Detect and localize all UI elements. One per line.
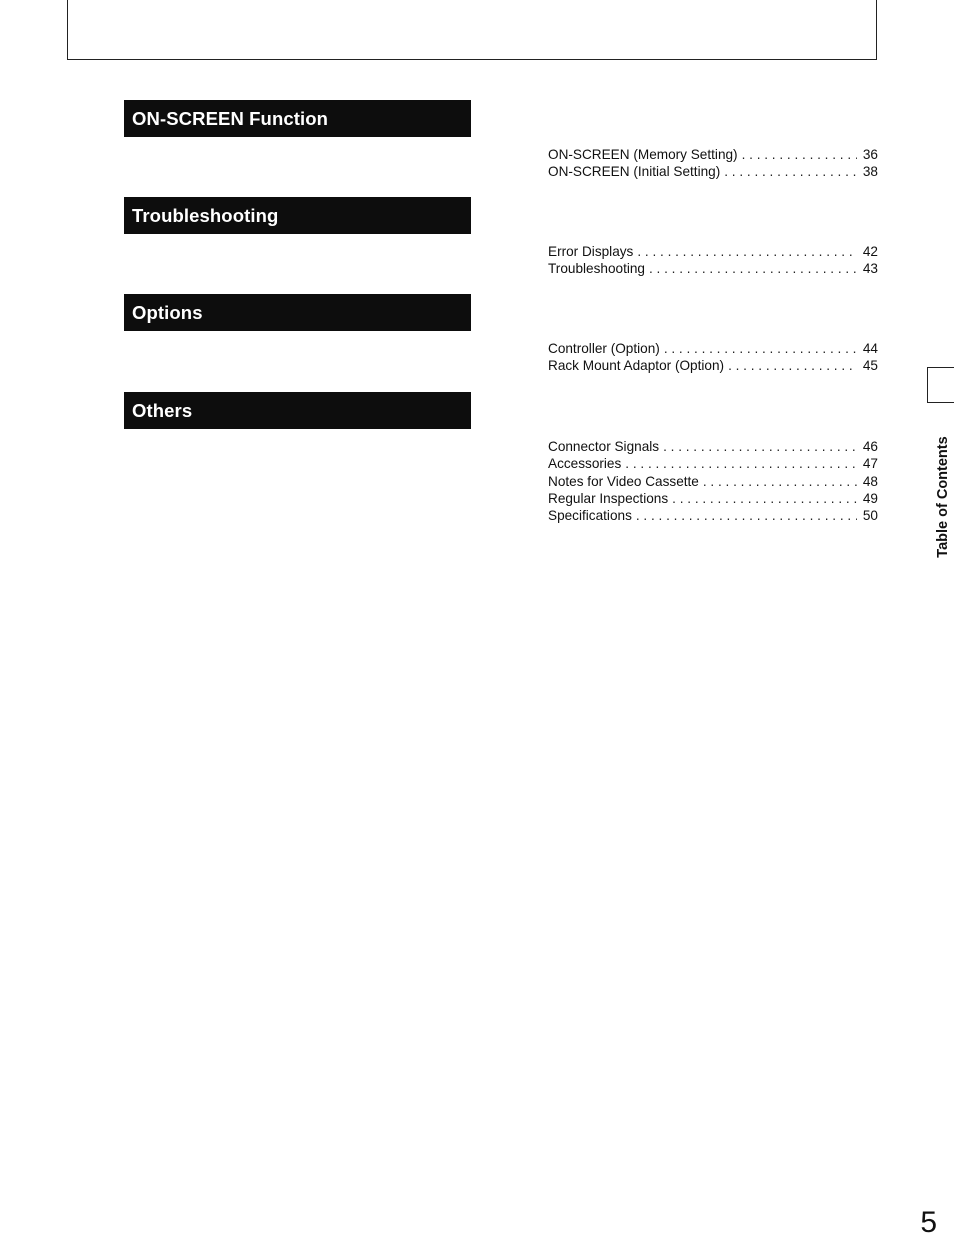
toc-leader-dots <box>703 473 857 490</box>
toc-entry-page: 38 <box>862 164 878 180</box>
toc-entry-title: Specifications <box>548 508 632 524</box>
toc-entry-page: 50 <box>862 508 878 524</box>
toc-entry-page: 48 <box>862 473 878 489</box>
toc-entry-title: Notes for Video Cassette <box>548 473 699 489</box>
section-heading-troubleshooting: Troubleshooting <box>124 197 471 234</box>
toc-entry[interactable] <box>548 490 878 507</box>
side-tab-label: Table of Contents <box>935 436 951 558</box>
toc-entry[interactable] <box>548 438 878 455</box>
section-heading-others: Others <box>124 392 471 429</box>
toc-entry-title: ON-SCREEN (Memory Setting) <box>548 147 738 162</box>
toc-entry-page: 43 <box>862 261 878 277</box>
toc-group-others <box>548 438 878 524</box>
toc-entry[interactable] <box>548 340 878 357</box>
section-heading-options: Options <box>124 294 471 331</box>
toc-entry-page: 46 <box>862 439 878 454</box>
toc-entry-page: 45 <box>862 358 878 374</box>
toc-leader-dots <box>672 490 857 507</box>
toc-group-on-screen-function <box>548 146 878 181</box>
toc-leader-dots <box>625 455 857 472</box>
toc-entry-title: Connector Signals <box>548 439 660 454</box>
toc-entry-title: Troubleshooting <box>548 261 645 277</box>
toc-entry-title: ON-SCREEN (Initial Setting) <box>548 164 721 180</box>
toc-entry-title: Regular Inspections <box>548 490 669 506</box>
toc-entry-page: 44 <box>862 341 878 356</box>
toc-leader-dots <box>724 163 857 180</box>
toc-entry[interactable] <box>548 357 878 374</box>
toc-entry-title: Error Displays <box>548 244 634 259</box>
toc-entry-title: Accessories <box>548 456 622 472</box>
toc-entry[interactable] <box>548 260 878 277</box>
side-tab-marker <box>927 367 954 403</box>
toc-entry-page: 47 <box>862 456 878 472</box>
toc-entry-page: 42 <box>862 244 878 259</box>
toc-entry[interactable] <box>548 163 878 180</box>
header-frame <box>67 0 877 60</box>
toc-group-troubleshooting <box>548 243 878 278</box>
section-heading-on-screen-function: ON-SCREEN Function <box>124 100 471 137</box>
toc-leader-dots <box>637 243 857 260</box>
page-number: 5 <box>920 1206 937 1239</box>
toc-group-options <box>548 340 878 375</box>
toc-leader-dots <box>663 438 857 455</box>
toc-entry[interactable] <box>548 243 878 260</box>
toc-entry-title: Rack Mount Adaptor (Option) <box>548 358 725 374</box>
toc-leader-dots <box>742 146 857 163</box>
toc-entry[interactable] <box>548 455 878 472</box>
toc-leader-dots <box>636 507 857 524</box>
toc-entry-title: Controller (Option) <box>548 341 660 356</box>
toc-leader-dots <box>728 357 857 374</box>
toc-entry[interactable] <box>548 146 878 163</box>
toc-entry[interactable] <box>548 507 878 524</box>
toc-entry-page: 49 <box>862 490 878 506</box>
toc-leader-dots <box>649 260 857 277</box>
toc-entry[interactable] <box>548 473 878 490</box>
toc-entry-page: 36 <box>862 147 878 162</box>
toc-leader-dots <box>664 340 857 357</box>
